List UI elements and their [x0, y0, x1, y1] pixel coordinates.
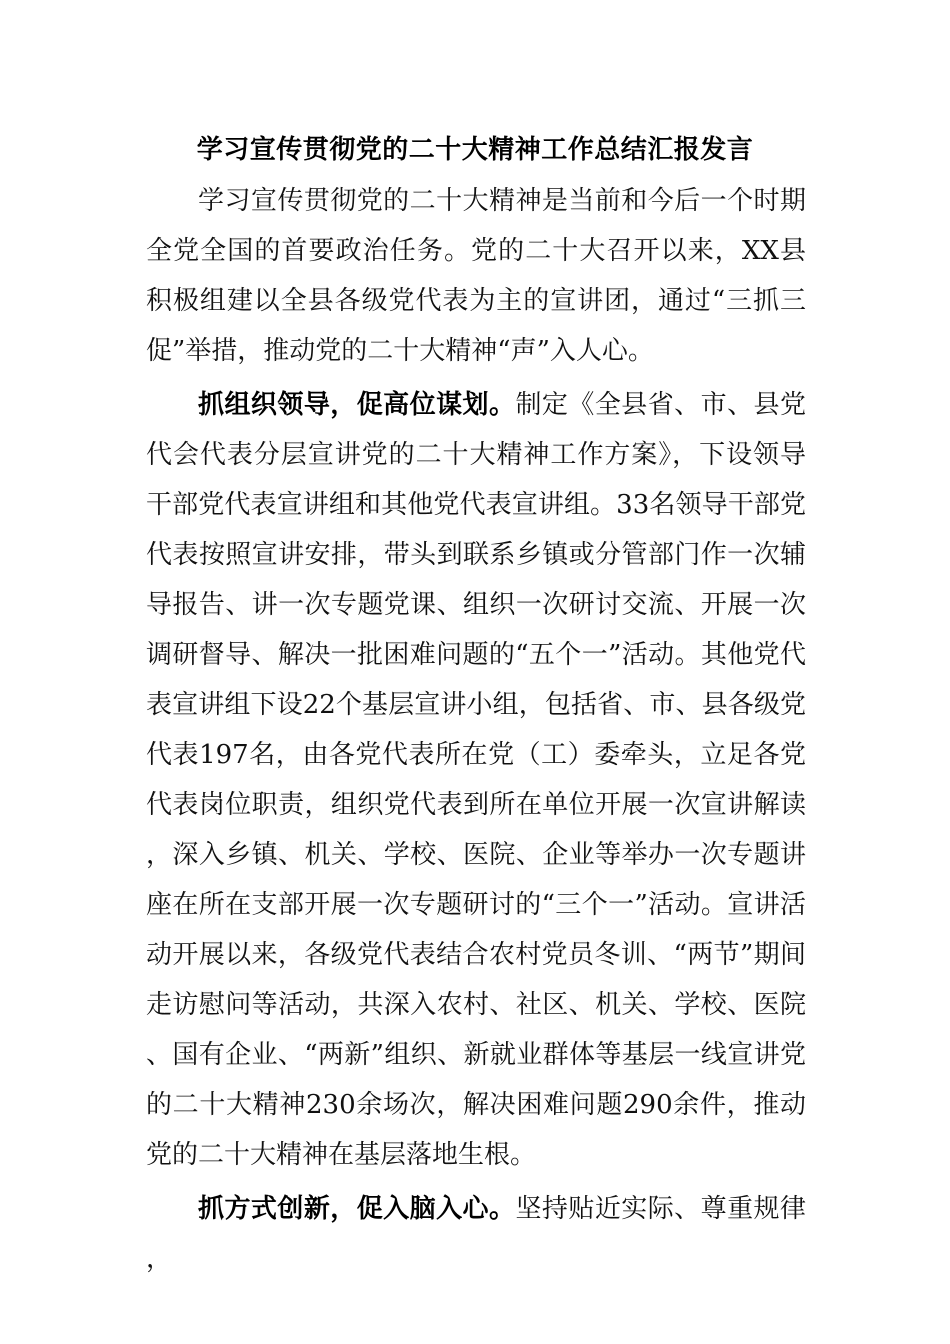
document-body [146, 176, 806, 1284]
section-text: 制定《全县省、市、县党代会代表分层宣讲党的二十大精神工作方案》，下设领导干部党代表宣讲组和其他党代表宣讲组。33名领导干部党代表按照宣讲安排，带头到联系乡镇或分管部门作一次辅导报告、讲一次专题党课、组织一次研讨交流、开展一次调研督导、解决一批困难问题的“五个一”活动。其他党代表宣讲组下设22个基层宣讲小组，包括省、市、县各级党代表197名，由各党代表所在党（工）委牵头，立足各党代表岗位职责，组织党代表到所在单位开展一次宣讲解读，深入乡镇、机关、学校、医院、企业等举办一次专题讲座在所在支部开展一次专题研讨的“三个一”活动。宣讲活动开展以来，各级党代表结合农村党员冬训、“两节”期间走访慰问等活动，共深入农村、社区、机关、学校、医院、国有企业、“两新”组织、新就业群体等基层一线宣讲党的二十大精神230余场次，解决困难问题290余件，推动党的二十大精神在基层落地生根。 [146, 390, 806, 1170]
intro-paragraph: 学习宣传贯彻党的二十大精神是当前和今后一个时期全党全国的首要政治任务。党的二十大召开以来，XX县积极组建以全县各级党代表为主的宣讲团，通过“三抓三促”举措，推动党的二十大精神“声”入人心。 [146, 186, 806, 366]
document-title: 学习宣传贯彻党的二十大精神工作总结汇报发言 [196, 135, 754, 165]
section-paragraph-innovation [146, 1184, 806, 1284]
section-heading: 抓组织领导，促高位谋划。 [198, 390, 516, 420]
section-paragraph-organization [146, 380, 806, 1180]
section-heading: 抓方式创新，促入脑入心。 [198, 1194, 516, 1224]
section-text: 坚持贴近实际、尊重规律， [146, 1194, 806, 1274]
